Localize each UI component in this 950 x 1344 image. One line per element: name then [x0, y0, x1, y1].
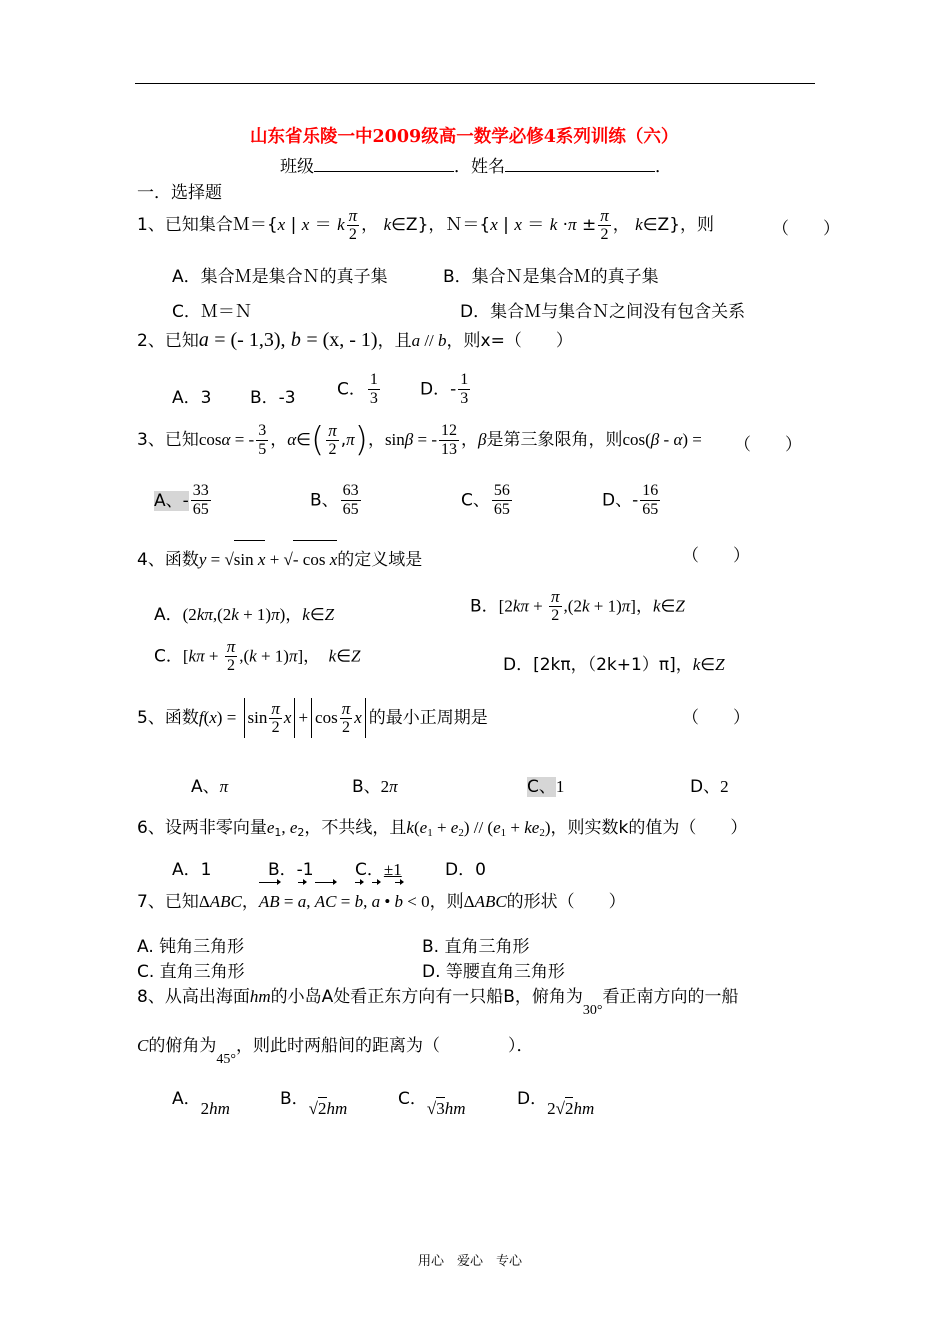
q6-option-d[interactable]: D．0: [445, 860, 486, 880]
q1-option-c[interactable]: C．Ｍ＝Ｎ: [172, 302, 252, 322]
q4-option-a[interactable]: A．(2kπ,(2k + 1)π)，k∈Z: [154, 605, 335, 625]
question-6-stem: 6、设两非零向量$e_1$, $e_2$，不共线，且$k(e_1 + e_2) // (e_1 + ke_2)$，则实数k的值为（ ）: [137, 818, 748, 839]
q7-option-c[interactable]: C. 直角三角形: [137, 962, 245, 982]
header-rule: [135, 83, 815, 84]
q3-option-b[interactable]: B、 $\frac{63}{65}$: [310, 482, 359, 518]
page-footer: 用心 爱心 专心: [418, 1254, 523, 1269]
q3-option-c[interactable]: C、 $\frac{56}{65}$: [461, 482, 510, 518]
q4-option-c[interactable]: C．[kπ + $\frac{\pi}{2}$ ,(k + 1)π]， k∈Z: [154, 637, 361, 674]
q7-option-a[interactable]: A. 钝角三角形: [137, 937, 245, 957]
question-3-stem: 3、已知cosα = - $\frac{3}{5}$ ，α∈( $\frac{\pi}{2}$ ,π)，sinβ = - $\frac{12}{13}$ ，β是第三象限角，则cos(β - α) =: [137, 420, 702, 460]
q3-option-a[interactable]: A、- $\frac{33}{65}$: [154, 482, 209, 518]
q2-option-b[interactable]: B．-3: [250, 388, 296, 408]
q5-option-d[interactable]: D、2: [690, 777, 729, 797]
q1-option-b[interactable]: B．集合Ｎ是集合Ｍ的真子集: [443, 267, 659, 287]
question-3-answer-paren: （ ）: [734, 435, 802, 455]
question-2-stem: 2、已知a = (- 1,3), b = (x, - 1)，且a // b，则x=（ ）: [137, 329, 573, 351]
q6-option-a[interactable]: A．1: [172, 860, 212, 880]
question-8-stem-line2: C的俯角为$_{45^\circ}$，则此时两船间的距离为（ ）．: [137, 1036, 534, 1067]
q1-option-d[interactable]: D．集合Ｍ与集合Ｎ之间没有包含关系: [460, 302, 746, 322]
q5-option-a[interactable]: A、π: [191, 777, 229, 797]
question-4-stem: 4、函数y = √sin x + √- cos x的定义域是: [137, 540, 422, 578]
class-label: 班级: [280, 157, 314, 177]
question-4-answer-paren: （ ）: [682, 546, 750, 566]
name-label: ．姓名: [454, 157, 505, 177]
q4-option-d[interactable]: D．[2kπ，（2k+1）π]，k∈Z: [503, 655, 725, 675]
q8-option-a[interactable]: A．2hm: [172, 1089, 230, 1118]
q1-option-a[interactable]: A．集合Ｍ是集合Ｎ的真子集: [172, 267, 388, 287]
q8-option-d[interactable]: D．2√2hm: [517, 1089, 595, 1118]
class-blank[interactable]: [314, 155, 454, 172]
q2-option-a[interactable]: A．3: [172, 388, 212, 408]
name-blank[interactable]: [505, 155, 655, 172]
question-1-answer-paren: （ ）: [772, 219, 840, 239]
document-title: 山东省乐陵一中2009级高一数学必修4系列训练（六）: [250, 127, 679, 147]
q2-option-d[interactable]: D．- $\frac{1}{3}$: [420, 371, 469, 407]
q3-option-d[interactable]: D、- $\frac{16}{65}$: [602, 482, 659, 518]
student-info-line: 班级 ．姓名 ．: [280, 157, 672, 177]
q5-option-b[interactable]: B、2π: [352, 777, 398, 797]
q8-option-b[interactable]: B．√2hm: [280, 1089, 348, 1118]
q7-option-b[interactable]: B. 直角三角形: [422, 937, 530, 957]
q8-option-c[interactable]: C．√3hm: [398, 1089, 466, 1118]
q6-option-c[interactable]: C．±1: [355, 860, 402, 880]
q4-option-b[interactable]: B．[2kπ + $\frac{\pi}{2}$ ,(2k + 1)π]，k∈Z: [470, 587, 685, 624]
question-8-stem-line1: 8、从高出海面hm的小岛A处看正东方向有一只船B，俯角为$_{30^\circ}$看正南方向的一船: [137, 987, 739, 1018]
question-7-stem: 7、已知ΔABC，AB = a, AC = b, a • b < 0，则ΔABC的形状（ ）: [137, 884, 626, 920]
question-5-answer-paren: （ ）: [682, 708, 750, 728]
section-heading: 一．选择题: [137, 183, 222, 203]
q5-option-c[interactable]: C、1: [527, 777, 565, 797]
q6-option-b[interactable]: B．-1: [268, 860, 314, 880]
question-1-stem: 1、已知集合Ｍ＝{x | x ＝ k $\frac{\pi}{2}$ ， k∈Z}，Ｎ＝{x | x ＝ k ·π ± $\frac{\pi}{2}$ ， k∈Z}，则: [137, 205, 715, 243]
q7-option-d[interactable]: D. 等腰直角三角形: [422, 962, 565, 982]
q2-option-c[interactable]: C． $\frac{1}{3}$: [337, 371, 378, 407]
question-5-stem: 5、函数f(x) = sin $\frac{\pi}{2}$ x + cos $\frac{\pi}{2}$ x 的最小正周期是: [137, 694, 488, 742]
